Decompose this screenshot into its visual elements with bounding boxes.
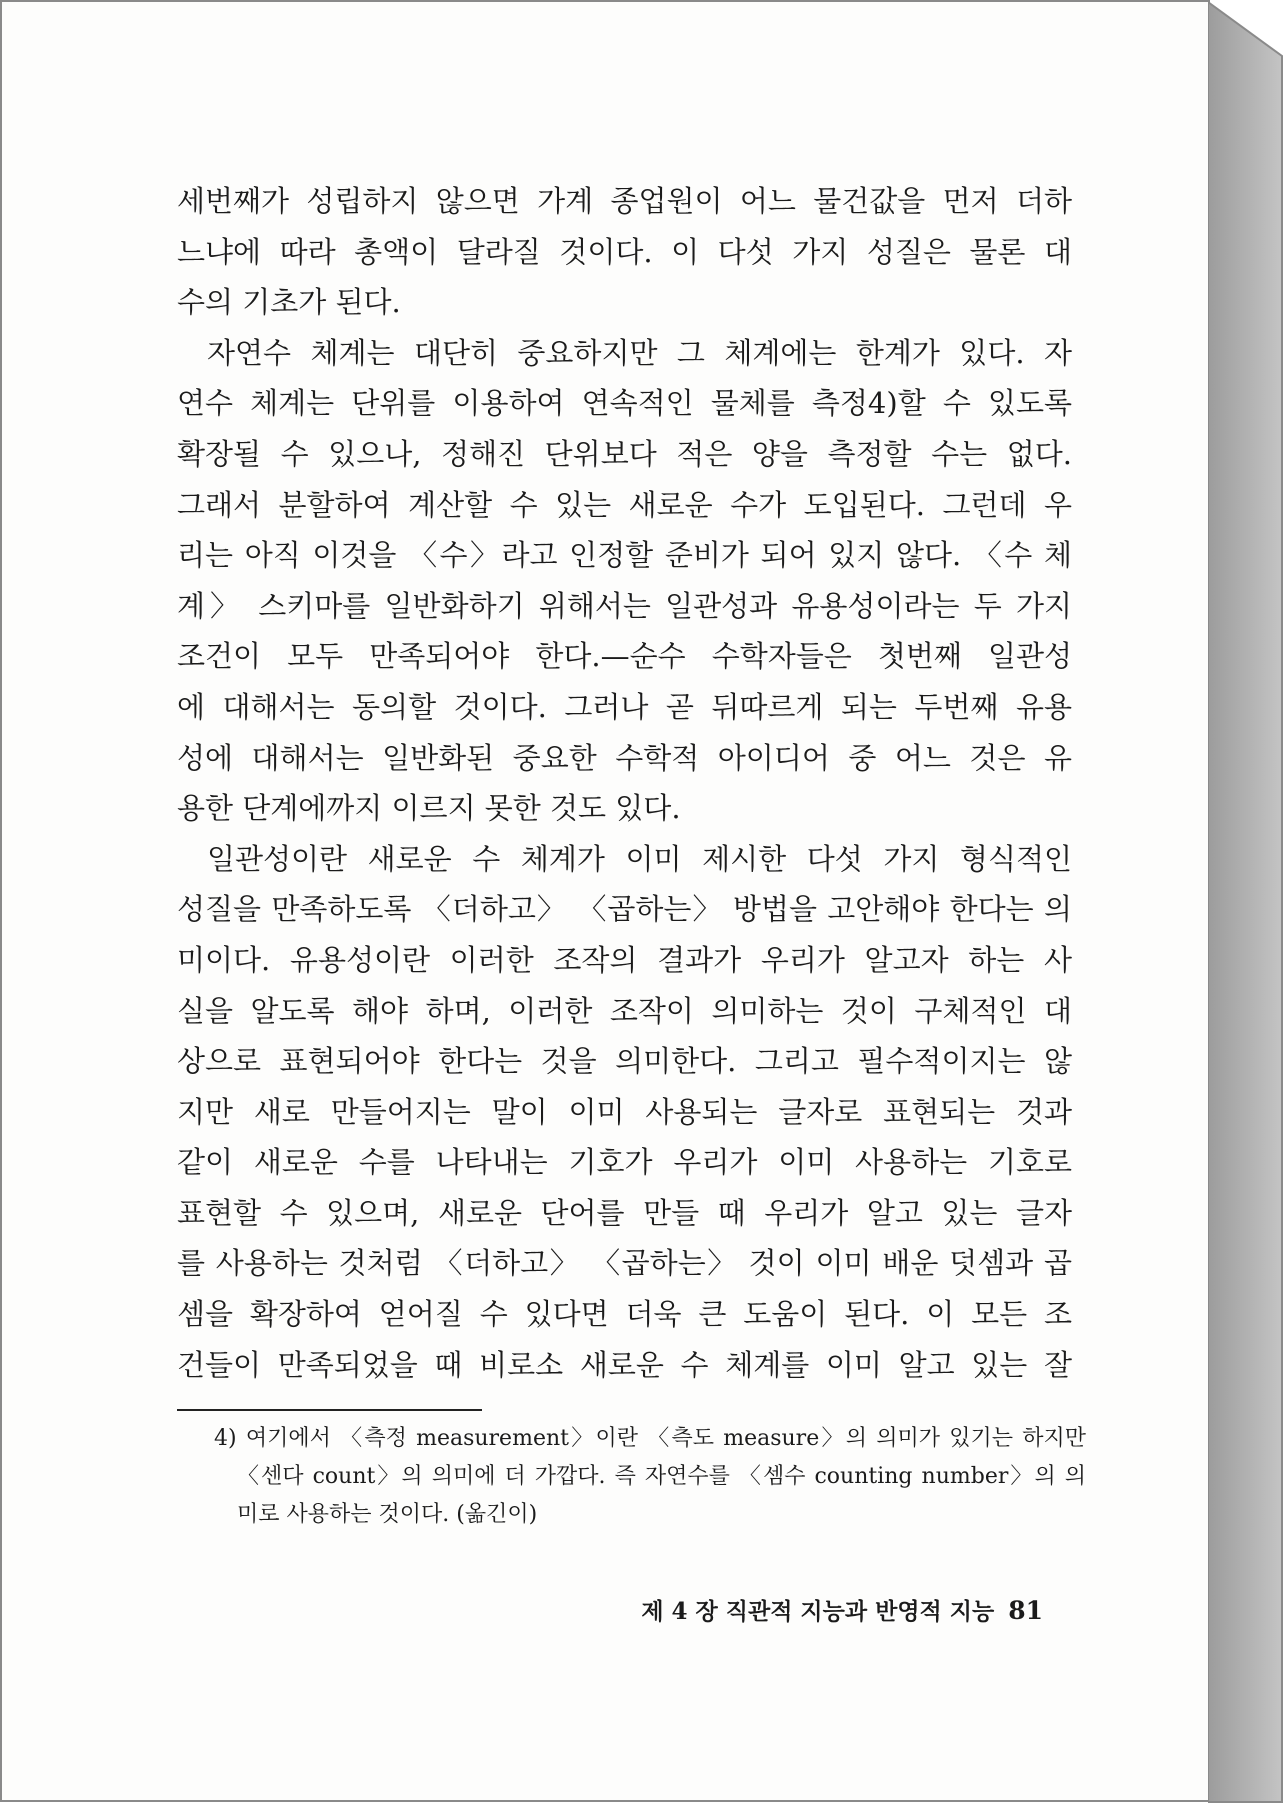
body-line: 조건이 모두 만족되어야 한다.—순수 수학자들은 첫번째 일관성: [177, 639, 1072, 674]
body-line: 느냐에 따라 총액이 달라질 것이다. 이 다섯 가지 성질은 물론 대: [177, 234, 1072, 269]
body-line: 수의 기초가 된다.: [177, 285, 401, 320]
footnote-line: 미로 사용하는 것이다. (옮긴이): [237, 1502, 538, 1527]
body-line: 상으로 표현되어야 한다는 것을 의미한다. 그리고 필수적이지는 않: [177, 1044, 1072, 1079]
footnote-divider: [177, 1409, 482, 1411]
body-line: 그래서 분할하여 계산할 수 있는 새로운 수가 도입된다. 그런데 우: [177, 487, 1072, 522]
body-line: 같이 새로운 수를 나타내는 기호가 우리가 이미 사용하는 기호로: [177, 1145, 1072, 1180]
body-line: 일관성이란 새로운 수 체계가 이미 제시한 다섯 가지 형식적인: [207, 841, 1072, 876]
body-line: 연수 체계는 단위를 이용하여 연속적인 물체를 측정4)할 수 있도록: [177, 386, 1072, 421]
body-line: 자연수 체계는 대단히 중요하지만 그 체계에는 한계가 있다. 자: [207, 335, 1072, 370]
page-stack-edge: [1208, 0, 1286, 1804]
body-line: 셈을 확장하여 얻어질 수 있다면 더욱 큰 도움이 된다. 이 모든 조: [177, 1297, 1072, 1332]
body-line: 성에 대해서는 일반화된 중요한 수학적 아이디어 중 어느 것은 유: [177, 740, 1072, 775]
body-line: 용한 단계에까지 이르지 못한 것도 있다.: [177, 791, 681, 826]
body-line: 확장될 수 있으나, 정해진 단위보다 적은 양을 측정할 수는 없다.: [177, 436, 1072, 471]
body-line: 미이다. 유용성이란 이러한 조작의 결과가 우리가 알고자 하는 사: [177, 942, 1072, 977]
body-line: 계〉 스키마를 일반화하기 위해서는 일관성과 유용성이라는 두 가지: [177, 588, 1072, 623]
body-text: [177, 176, 1072, 1390]
footnote-line: 〈센다 count〉의 의미에 더 가깝다. 즉 자연수를 〈셈수 counting number〉의 의: [237, 1464, 1086, 1489]
chapter-title: 제 4 장 직관적 지능과 반영적 지능: [641, 1598, 995, 1625]
body-line: 에 대해서는 동의할 것이다. 그러나 곧 뒤따르게 되는 두번째 유용: [177, 689, 1072, 724]
body-line: 세번째가 성립하지 않으면 가계 종업원이 어느 물건값을 먼저 더하: [177, 184, 1072, 218]
footnote-line: 4) 여기에서 〈측정 measurement〉이란 〈측도 measure〉의 의미가 있기는 하지만: [214, 1426, 1086, 1451]
body-line: 실을 알도록 해야 하며, 이러한 조작이 의미하는 것이 구체적인 대: [177, 993, 1072, 1028]
body-line: 건들이 만족되었을 때 비로소 새로운 수 체계를 이미 알고 있는 잘: [177, 1347, 1072, 1382]
body-line: 리는 아직 이것을 〈수〉라고 인정할 준비가 되어 있지 않다. 〈수 체: [177, 538, 1072, 573]
footnote: [214, 1420, 1086, 1534]
running-footer: [641, 1593, 1043, 1626]
page-number: 81: [1008, 1596, 1043, 1625]
body-line: 성질을 만족하도록 〈더하고〉 〈곱하는〉 방법을 고안해야 한다는 의: [177, 892, 1072, 927]
body-line: 지만 새로 만들어지는 말이 이미 사용되는 글자로 표현되는 것과: [177, 1094, 1072, 1129]
body-line: 표현할 수 있으며, 새로운 단어를 만들 때 우리가 알고 있는 글자: [177, 1195, 1072, 1230]
body-line: 를 사용하는 것처럼 〈더하고〉 〈곱하는〉 것이 이미 배운 덧셈과 곱: [177, 1246, 1072, 1281]
